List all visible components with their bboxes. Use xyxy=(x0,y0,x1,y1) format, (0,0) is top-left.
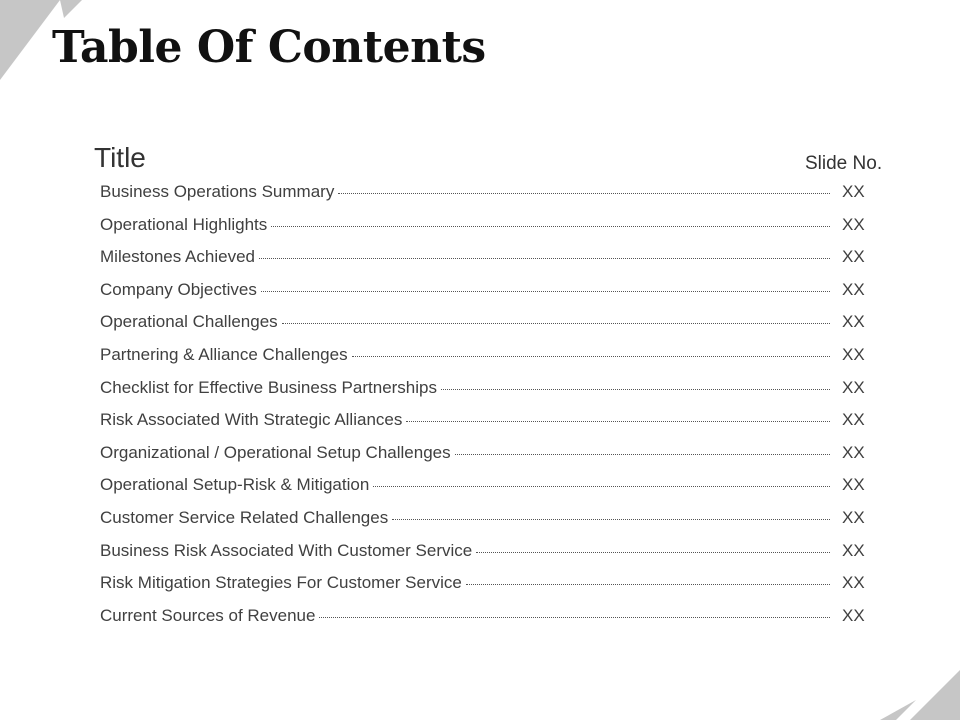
dotted-leader xyxy=(259,258,830,259)
toc-entry-slide-number: XX xyxy=(842,507,865,527)
toc-entry xyxy=(100,247,872,280)
toc-entry xyxy=(100,475,872,508)
toc-entry-slide-number: XX xyxy=(842,344,865,364)
toc-entry-slide-number: XX xyxy=(842,182,865,201)
dotted-leader xyxy=(466,584,830,585)
toc-entry-title: Milestones Achieved xyxy=(100,247,255,267)
toc-entry-slide-number: XX xyxy=(842,540,865,560)
toc-entry-title: Risk Mitigation Strategies For Customer Service xyxy=(100,573,462,593)
toc-entry xyxy=(100,606,872,639)
toc-entry-title: Customer Service Related Challenges xyxy=(100,507,389,527)
toc-entry xyxy=(100,573,872,606)
dotted-leader xyxy=(261,291,830,292)
toc-entry-title: Current Sources of Revenue xyxy=(100,605,316,625)
toc-entry-title: Operational Setup-Risk & Mitigation xyxy=(100,475,370,495)
toc-entry-title: Organizational / Operational Setup Challenges xyxy=(100,442,451,462)
corner-decoration-bottom-right xyxy=(880,660,960,720)
toc-entry xyxy=(100,345,872,378)
dotted-leader xyxy=(406,421,830,422)
toc-entry-slide-number: XX xyxy=(842,214,865,234)
toc-entry-slide-number: XX xyxy=(842,247,865,267)
slide-no-column-header: Slide No. xyxy=(805,153,883,174)
toc-entry-title: Partnering & Alliance Challenges xyxy=(100,344,348,364)
toc-entry-title: Business Operations Summary xyxy=(100,182,335,201)
dotted-leader xyxy=(455,454,830,455)
toc-entry xyxy=(100,215,872,248)
toc-entry-title: Risk Associated With Strategic Alliances xyxy=(100,410,403,430)
dotted-leader xyxy=(271,226,830,227)
toc-entry xyxy=(100,508,872,541)
dotted-leader xyxy=(392,519,830,520)
toc-entry-slide-number: XX xyxy=(842,573,865,593)
dotted-leader xyxy=(476,552,830,553)
toc-entry-title: Company Objectives xyxy=(100,279,257,299)
toc-entry-slide-number: XX xyxy=(842,442,865,462)
dotted-leader xyxy=(338,193,830,194)
toc-entry-slide-number: XX xyxy=(842,605,865,625)
toc-entry xyxy=(100,182,872,215)
toc-entry-title: Checklist for Effective Business Partnerships xyxy=(100,377,437,397)
toc-entry-title: Operational Challenges xyxy=(100,312,278,332)
toc-entry-slide-number: XX xyxy=(842,475,865,495)
toc-entry xyxy=(100,410,872,443)
toc-entry-title: Business Risk Associated With Customer Service xyxy=(100,540,473,560)
dotted-leader xyxy=(373,486,830,487)
toc-entry xyxy=(100,280,872,313)
toc-entry xyxy=(100,541,872,574)
toc-entry xyxy=(100,312,872,345)
dotted-leader xyxy=(319,617,830,618)
dotted-leader xyxy=(352,356,830,357)
toc-entry-title: Operational Highlights xyxy=(100,214,268,234)
toc-entry xyxy=(100,443,872,476)
title-column-header: Title xyxy=(94,142,146,173)
page-title: Table Of Contents xyxy=(52,22,486,73)
toc-entry xyxy=(100,378,872,411)
dotted-leader xyxy=(282,323,830,324)
toc-list xyxy=(100,182,872,638)
toc-entry-slide-number: XX xyxy=(842,377,865,397)
dotted-leader xyxy=(441,389,830,390)
toc-entry-slide-number: XX xyxy=(842,279,865,299)
toc-entry-slide-number: XX xyxy=(842,410,865,430)
toc-entry-slide-number: XX xyxy=(842,312,865,332)
